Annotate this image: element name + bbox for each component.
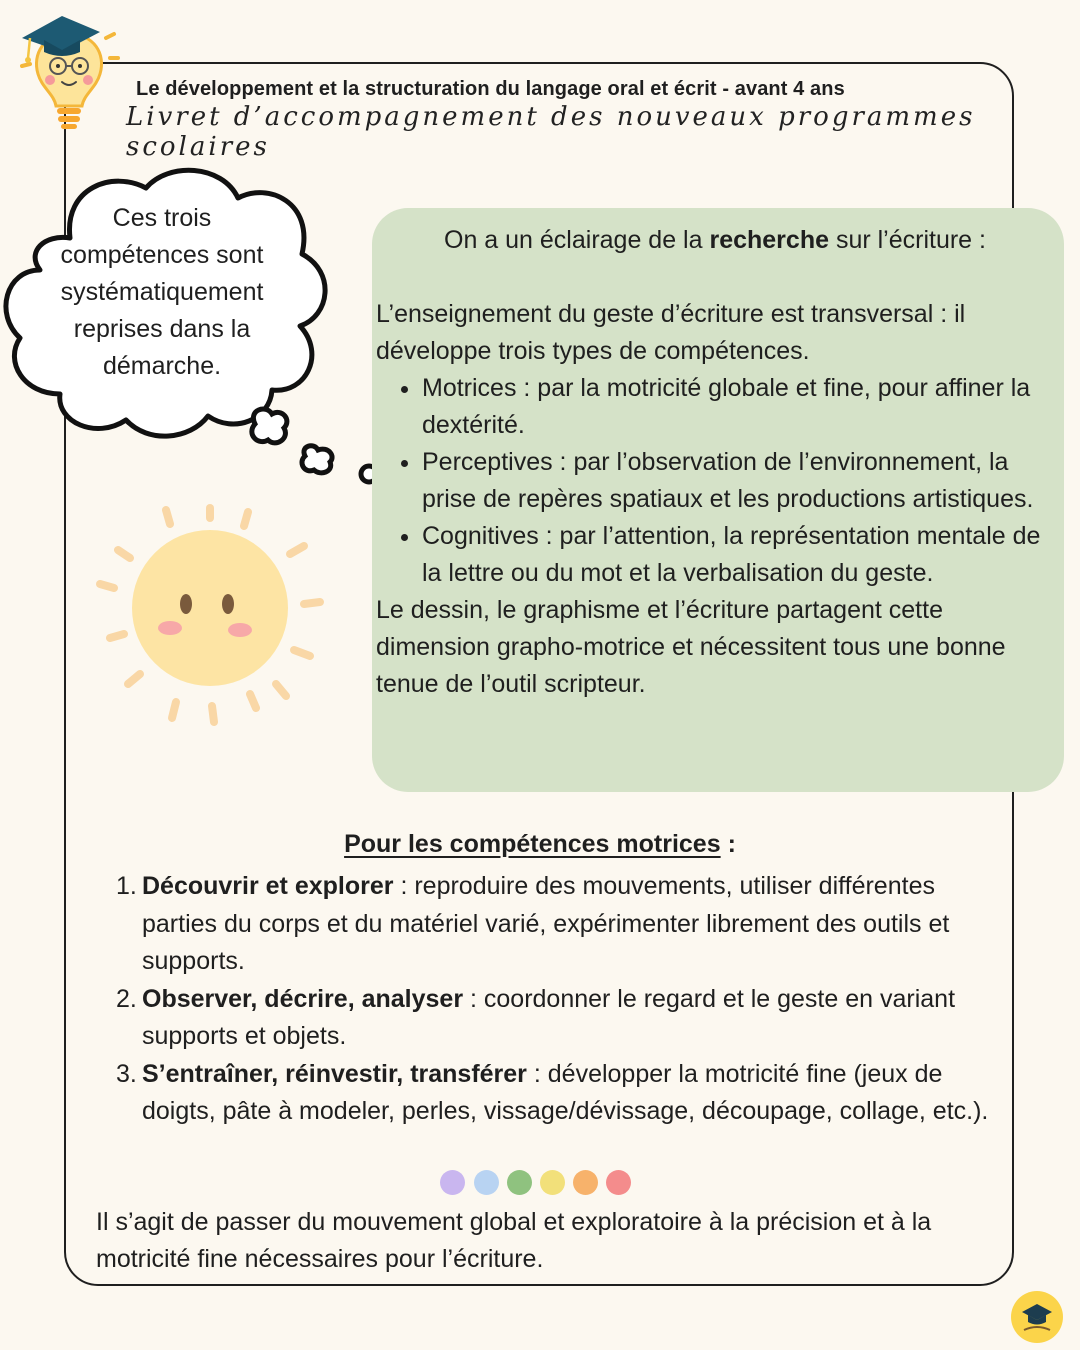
list-item: 2. Observer, décrire, analyser : coordonner le regard et le geste en variant supports et objets.	[116, 984, 956, 1050]
dot-icon	[606, 1170, 631, 1195]
list-item: • Cognitives : par l’attention, la représentation mentale de la lettre ou du mot et la verbalisation du geste.	[422, 518, 1054, 592]
page-subtitle: Livret d’accompagnement des nouveaux programmes scolaires	[126, 102, 976, 162]
dot-icon	[540, 1170, 565, 1195]
sun-icon	[90, 496, 330, 736]
page-title: Le développement et la structuration du langage oral et écrit - avant 4 ans	[136, 78, 845, 100]
research-closing: Le dessin, le graphisme et l’écriture partagent cette dimension grapho-motrice et nécessitent tous une bonne tenue de l’outil scripteur.	[376, 596, 1006, 698]
dot-icon	[440, 1170, 465, 1195]
section-title: Pour les compétences motrices :	[344, 830, 736, 858]
decorative-dots	[440, 1170, 640, 1198]
dot-icon	[474, 1170, 499, 1195]
thought-bubble-text: Ces trois compétences sont systématiquement reprises dans la démarche.	[60, 204, 264, 380]
logo-badge-icon	[1010, 1290, 1064, 1344]
list-item: • Motrices : par la motricité globale et fine, pour affiner la dextérité.	[422, 370, 1054, 444]
research-paragraph: L’enseignement du geste d’écriture est transversal : il développe trois types de compétences.	[376, 300, 966, 365]
conclusion-text: Il s’agit de passer du mouvement global et exploratoire à la précision et à la motricité fine nécessaires pour l’écriture.	[96, 1208, 932, 1273]
lightbulb-mascot-icon	[14, 8, 124, 136]
dot-icon	[507, 1170, 532, 1195]
motor-steps-list	[116, 868, 996, 1131]
research-box	[372, 208, 1064, 792]
research-keyword: recherche	[709, 226, 829, 254]
list-item: 1. Découvrir et explorer : reproduire des mouvements, utiliser différentes parties du corps et du matériel varié, expérimenter librement des outils et supports.	[116, 872, 950, 975]
list-item: 3. S’entraîner, réinvestir, transférer : développer la motricité fine (jeux de doigts, pâte à modeler, perles, vissage/dévissage, découpage, collage, etc.).	[116, 1059, 989, 1125]
research-intro: On a un éclairage de la recherche sur l’écriture :	[444, 226, 986, 254]
list-item: • Perceptives : par l’observation de l’environnement, la prise de repères spatiaux et les productions artistiques.	[422, 444, 1054, 518]
dot-icon	[573, 1170, 598, 1195]
competence-list	[376, 370, 1054, 592]
